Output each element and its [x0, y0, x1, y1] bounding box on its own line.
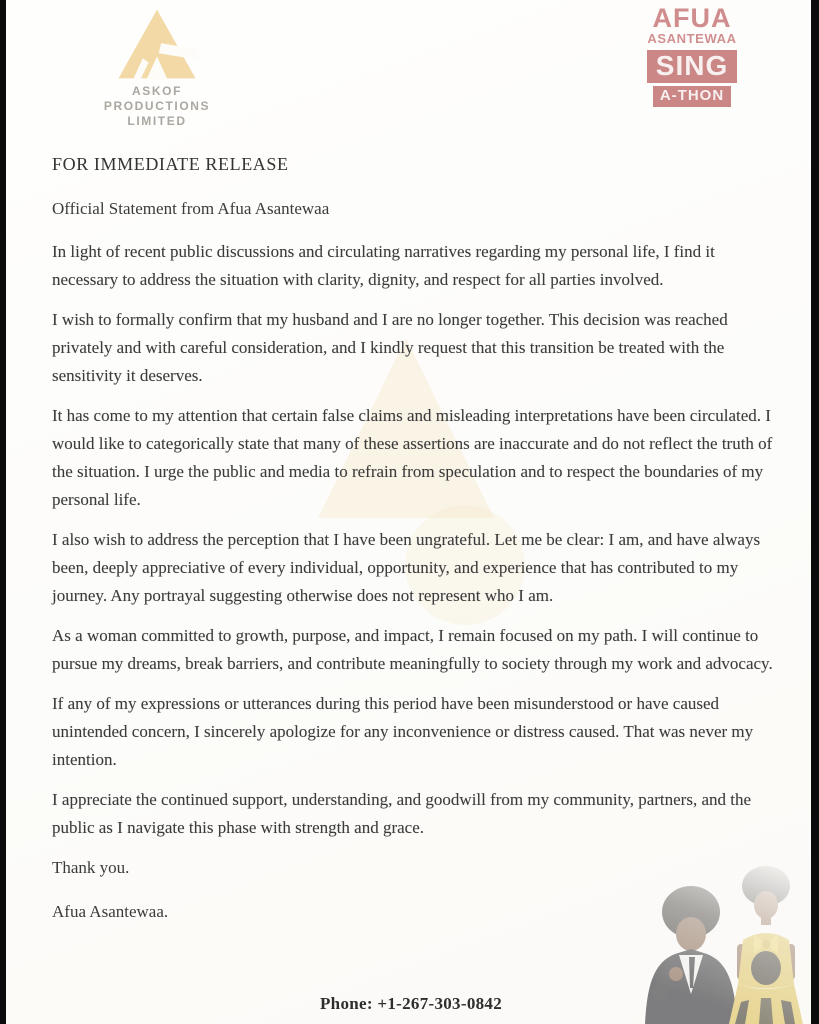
- photo-edge-right: [811, 0, 819, 1024]
- askof-logo-line2: PRODUCTIONS: [103, 99, 211, 113]
- singathon-logo-subtitle: ASANTEWAA: [647, 31, 737, 46]
- statement-subject: Official Statement from Afua Asantewaa: [52, 199, 330, 218]
- letter-paragraph: I appreciate the continued support, understanding, and goodwill from my community, partners, and the public as I navigate this phase with strength and grace.: [52, 790, 752, 837]
- letter-paragraph: I also wish to address the perception that I have been ungrateful. Let me be clear: I am, and have always been, deeply appreciative of every individual, opportunity, and experience that has contributed to my journey. Any portrayal suggesting otherwise does not represent who I am.: [52, 530, 761, 605]
- letter-paragraph: In light of recent public discussions and circulating narratives regarding my personal life, I find it necessary to address the situation with clarity, dignity, and respect for all parties involved.: [52, 242, 715, 289]
- letter-paragraph: It has come to my attention that certain false claims and misleading interpretations have been circulated. I would like to categorically state that many of these assertions are inaccurate and do not reflect the truth of the situation. I urge the public and media to refrain from speculation and to respect the boundaries of my personal life.: [52, 406, 773, 509]
- askof-logo-line1: ASKOF: [132, 84, 182, 98]
- askof-productions-logo: [92, 8, 222, 129]
- letter-paragraph: I wish to formally confirm that my husband and I are no longer together. This decision was reached privately and with careful consideration, and I kindly request that this transition be treated with the sensitivity it deserves.: [52, 310, 728, 385]
- askof-logo-line3: LIMITED: [127, 114, 187, 128]
- phone-line: Phone: +1-267-303-0842: [320, 994, 503, 1013]
- letter-paragraph: If any of my expressions or utterances during this period have been misunderstood or have caused unintended concern, I sincerely apologize for any inconvenience or distress caused. That was never my intention.: [52, 694, 754, 769]
- singathon-logo: [637, 5, 747, 107]
- signature-line: Afua Asantewaa.: [52, 902, 169, 921]
- singathon-logo-title: AFUA: [652, 3, 732, 33]
- photo-edge-left: [0, 0, 6, 1024]
- singathon-logo-athon: A-THON: [653, 86, 731, 107]
- closing-line: Thank you.: [52, 858, 130, 877]
- letter-body: [52, 150, 778, 926]
- singathon-logo-sing: SING: [647, 50, 737, 83]
- release-line: FOR IMMEDIATE RELEASE: [52, 154, 289, 174]
- couple-photo: [631, 862, 811, 1024]
- letter-paragraph: As a woman committed to growth, purpose, and impact, I remain focused on my path. I will continue to pursue my dreams, break barriers, and contribute meaningfully to society through my work and advocacy.: [52, 626, 773, 673]
- askof-triangle-icon: [115, 8, 199, 80]
